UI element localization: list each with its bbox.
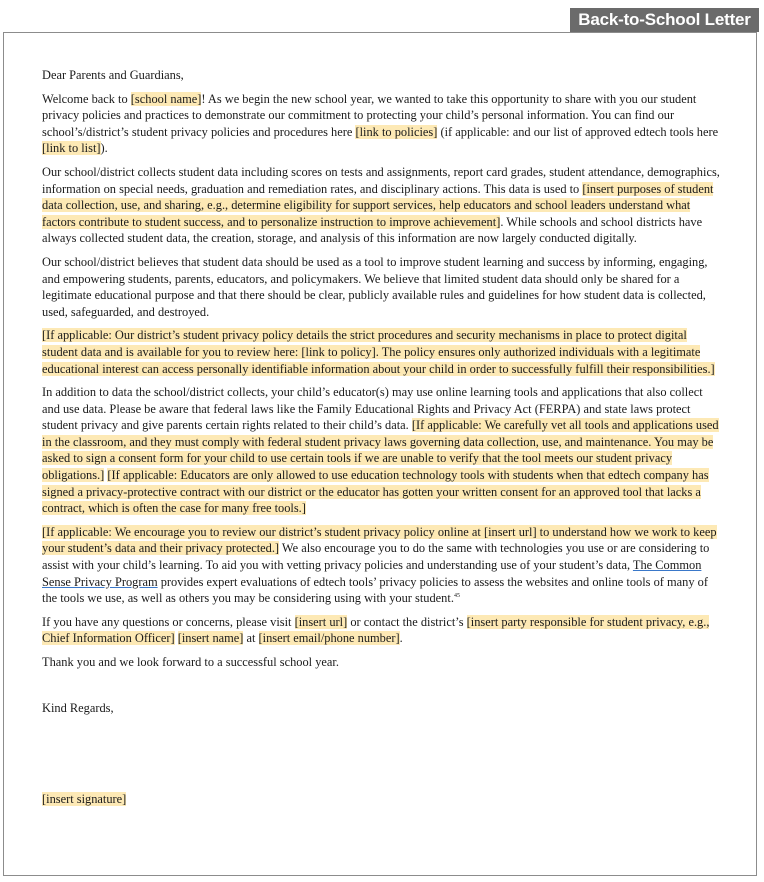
placeholder-insert-name: [insert name] [177, 631, 244, 646]
text: ). [100, 141, 108, 156]
placeholder-review-policy: [If applicable: We encourage you to review our district’s student privacy policy online at [insert url] to understand how we work to keep your student’s data and their privacy protected.] [42, 524, 717, 556]
text: Our school/district collects student data including scores on tests and assignments, report card grades, student attendance, demographics, information on special needs, graduation and remediation rates, and disciplinary actions. This data is used to [42, 164, 720, 196]
text: provides expert evaluations of edtech tools’ privacy policies to assess the websites and online tools of many of the tools we use, as well as others you may be considering using with your student. [42, 574, 708, 606]
paragraph-review-policy [42, 524, 722, 607]
closing: Kind Regards, [42, 700, 114, 715]
section-tab-title: Back-to-School Letter [570, 8, 759, 32]
text: at [243, 631, 259, 646]
placeholder-link-to-policies: [link to policies] [355, 124, 438, 139]
paragraph-thanks: Thank you and we look forward to a successful school year. [42, 655, 339, 669]
placeholder-school-name: [school name] [130, 91, 202, 106]
text: . While schools and school districts have always collected student data, the creation, storage, and analysis of this information are now largely conducted digitally. [42, 214, 703, 246]
footnote-marker: 45 [453, 593, 460, 600]
placeholder-responsible-party: [insert party responsible for student privacy, e.g., Chief Information Officer] [42, 614, 710, 646]
placeholder-data-purposes: [insert purposes of student data collection, use, and sharing, e.g., determine eligibility for support services, help educators and school leaders understand what factors contribute to student success, and to personalize instruction to improve achievement] [42, 181, 714, 229]
paragraph-beliefs: Our school/district believes that student data should be used as a tool to improve student learning and success by informing, engaging, and empowering students, parents, educators, and policymakers. We believe that limited student data should only be shared for a legitimate educational purpose and that there should be clear, publicly available rules and guidelines for how student data is collected, used, safeguarded, and destroyed. [42, 254, 708, 319]
letter-body [42, 67, 722, 815]
paragraph-data-collection [42, 164, 722, 247]
paragraph-contact [42, 614, 722, 647]
placeholder-signature: [insert signature] [42, 792, 127, 807]
placeholder-vetting-tools: [If applicable: We carefully vet all tools and applications used in the classroom, and they must comply with federal student privacy laws governing data collection, use, and maintenance. You may be asked to sign a consent form for your child to use certain tools if we are unable to verify that the tool meets our student privacy obligations.] [42, 418, 719, 483]
text: (if applicable: and our list of approved edtech tools here [437, 124, 719, 139]
text: In addition to data the school/district collects, your child’s educator(s) may use online learning tools and applications that also collect and use data. Please be aware that federal laws like the Family Educational Rights and Privacy Act (FERPA) and state laws protect student privacy and give parents certain rights related to their child’s data. [42, 385, 703, 433]
placeholder-edtech-contracts: [If applicable: Educators are only allowed to use education technology tools with students when that edtech company has signed a privacy-protective contract with our district or the educator has gotten your written consent for an approved tool that lacks a contract, which is often the case for many free tools.] [42, 468, 709, 516]
placeholder-link-to-list: [link to list] [42, 141, 101, 156]
common-sense-privacy-link[interactable]: The Common Sense Privacy Program [42, 558, 702, 589]
placeholder-insert-url: [insert url] [294, 614, 348, 629]
text: or contact the district’s [347, 614, 467, 629]
text: Welcome back to [42, 91, 131, 106]
text: We also encourage you to do the same with technologies you use or are considering to assist with your child’s learning. To aid you with vetting privacy policies and understanding use of your student’s data, [42, 541, 710, 573]
greeting: Dear Parents and Guardians, [42, 68, 184, 82]
text: . [399, 631, 403, 646]
paragraph-learning-tools [42, 384, 722, 517]
paragraph-welcome [42, 91, 722, 157]
placeholder-contact-info: [insert email/phone number] [258, 631, 400, 646]
signature-line [42, 791, 722, 808]
text: ! As we begin the new school year, we wanted to take this opportunity to share with you our student privacy policies and practices to demonstrate our commitment to protecting your child’s personal information. You can find our school’s/district’s student privacy policies and procedures here [42, 91, 697, 139]
paragraph-privacy-policy [42, 327, 722, 377]
text: If you have any questions or concerns, please visit [42, 614, 295, 629]
placeholder-privacy-policy: [If applicable: Our district’s student privacy policy details the strict procedures and security mechanisms in place to protect digital student data and is available for you to review here: [link to policy]. The policy ensures only authorized individuals with a legitimate educational interest can access personally identifiable information about your child in order to successfully fulfill their responsibilities.] [42, 328, 715, 376]
